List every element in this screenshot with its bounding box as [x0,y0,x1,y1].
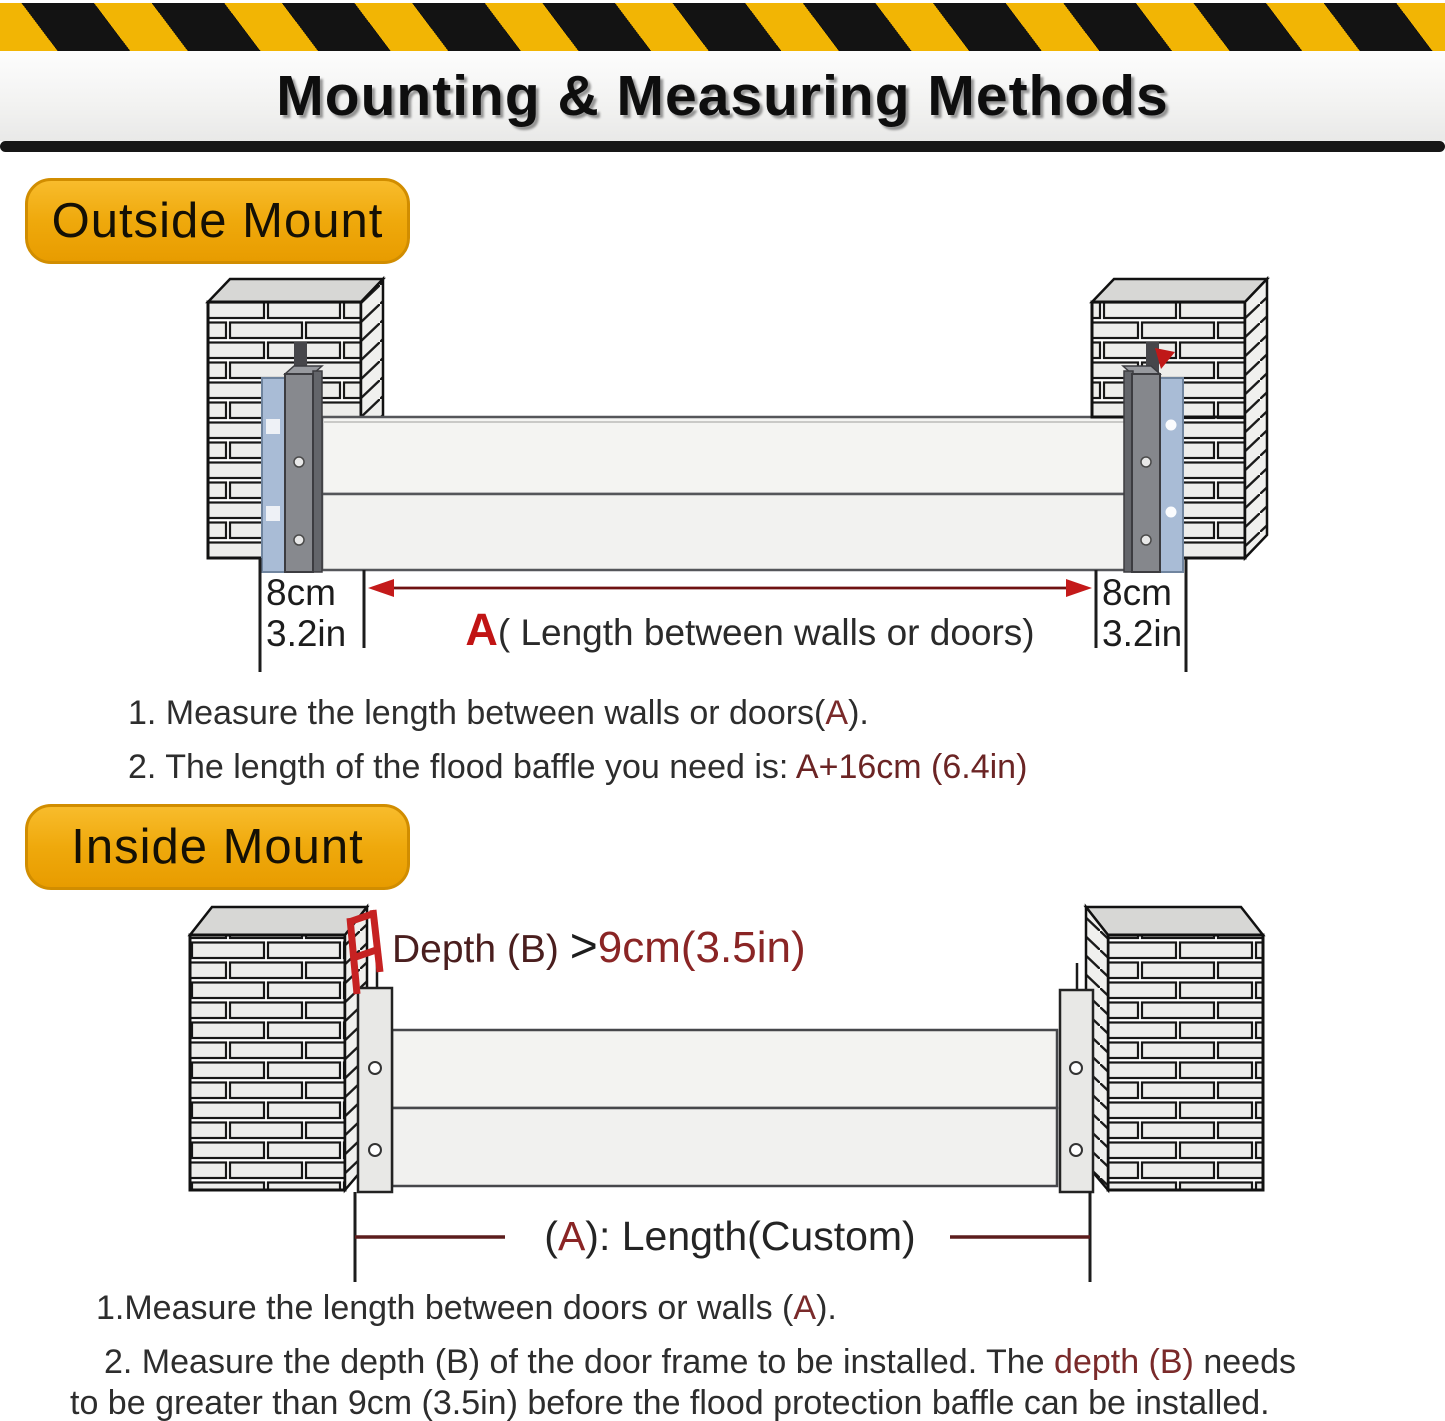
offset-inch: 3.2in [266,613,347,654]
offset-label-right [1102,572,1182,654]
outside-mount-tag-label: Outside Mount [51,194,384,248]
greater-than-sign: > [569,920,598,973]
flood-barrier [392,1030,1057,1186]
brick-pillar-left [190,907,367,1190]
flood-barrier [322,417,1135,570]
span-length-text: ( Length between walls or doors) [497,612,1035,653]
pillar-top-face [1092,279,1267,302]
offset-cm: 8cm [1102,572,1172,613]
outside-step-2: 2. The length of the flood baffle you need is: A+16cm (6.4in) [128,748,1028,786]
barrier-panel-top [322,417,1135,494]
screw-hole [369,1062,381,1074]
inside-mount-tag-label: Inside Mount [71,820,364,874]
barrier-panel-top [392,1030,1057,1108]
span-length-label [420,604,1080,656]
pillar-top-face [190,907,367,935]
dimension-letter-a: A [465,604,498,655]
barrier-panel-bottom [322,494,1135,570]
channel-strip [1160,378,1183,572]
screw-hole [294,535,304,545]
arrowhead-left [368,579,394,597]
screw-hole [294,457,304,467]
screw-hole [1070,1062,1082,1074]
rail-front [358,988,392,1192]
screw-hole [1070,1144,1082,1156]
depth-label [392,919,806,974]
channel-strip [262,378,285,572]
pillar-top-face [208,279,383,302]
screw-hole [1141,457,1151,467]
screw-hole [1141,535,1151,545]
depth-name: Depth (B) [392,928,570,971]
pillar-side-face [1245,279,1267,558]
rail-front [1060,990,1093,1192]
depth-value: 9cm(3.5in) [597,923,806,972]
inside-step-1: 1.Measure the length between doors or walls (A). [96,1289,837,1327]
mounting-rail-right [1060,963,1093,1192]
page-title: Mounting & Measuring Methods [276,64,1169,128]
dimension-letter-a: A [557,1213,586,1259]
inside-step-2-line2: to be greater than 9cm (3.5in) before the flood protection baffle can be installed. [70,1384,1270,1421]
outside-step-1: 1. Measure the length between walls or doors(A). [128,694,869,732]
outside-steps [128,694,1027,787]
inside-step-2-line1: 2. Measure the depth (B) of the door frame to be installed. The depth (B) needs [104,1343,1296,1381]
screw-hole [369,1144,381,1156]
barrier-panel-bottom [392,1108,1057,1186]
pillar-front-face [190,935,345,1190]
pillar-front-face [1108,935,1263,1190]
pillar-top-face [1086,907,1263,935]
arrowhead-right [1066,579,1092,597]
custom-length-label: (A): Length(Custom) [544,1213,916,1259]
offset-cm: 8cm [266,572,336,613]
brick-pillar-right [1086,907,1263,1190]
offset-inch: 3.2in [1102,613,1183,654]
offset-label-left [266,572,346,654]
